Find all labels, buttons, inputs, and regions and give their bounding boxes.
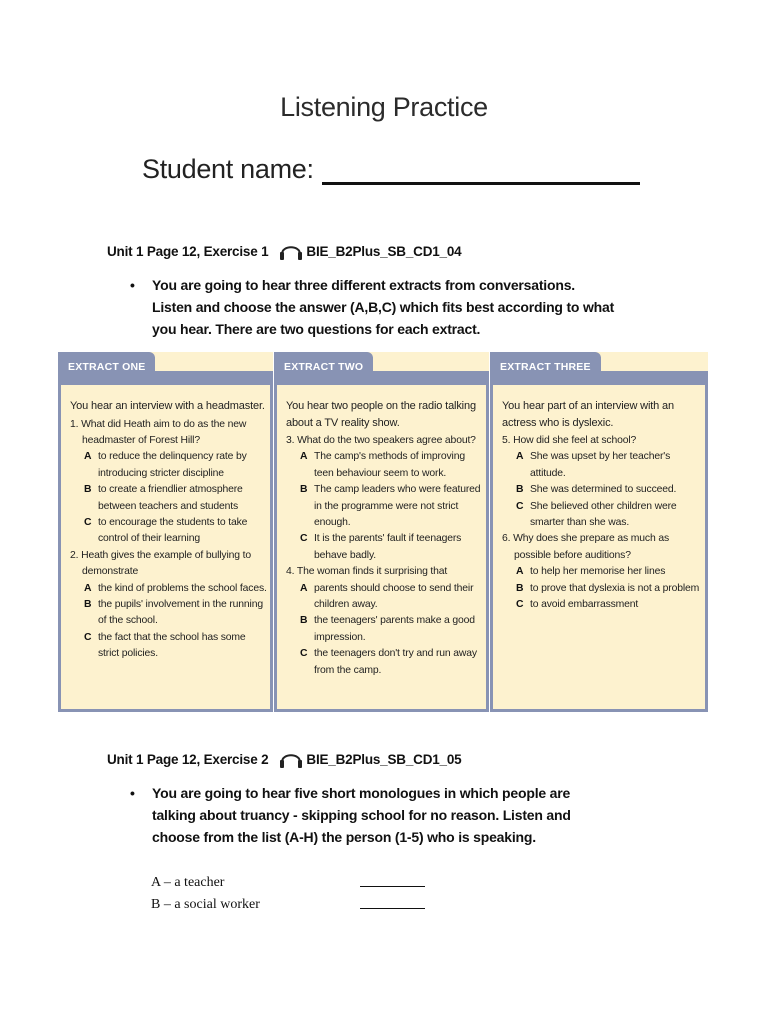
- answer-option: [70, 597, 267, 630]
- option-text: parents should choose to send their children away.: [314, 582, 474, 611]
- question-text: 4. The woman finds it surprising that: [286, 566, 448, 578]
- extract-tab: EXTRACT TWO: [274, 352, 373, 382]
- extract-intro: You hear part of an interview with an actress who is dyslexic.: [502, 400, 674, 429]
- answer-option: [286, 449, 483, 482]
- extract-content: [70, 398, 267, 663]
- people-list: [151, 872, 425, 916]
- answer-option: [502, 499, 702, 532]
- answer-option: [70, 515, 267, 548]
- exercise-2-label: Unit 1 Page 12, Exercise 2: [107, 751, 269, 767]
- answer-option: [502, 581, 702, 597]
- instruction-line: talking about truancy - skipping school for no reason. Listen and: [152, 807, 571, 823]
- option-letter: C: [516, 599, 524, 611]
- student-name-row: [142, 145, 640, 185]
- option-letter: B: [84, 484, 92, 496]
- exercise-1-label: Unit 1 Page 12, Exercise 1: [107, 243, 269, 259]
- answer-option: [70, 630, 267, 663]
- option-text: It is the parents' fault if teenagers behave badly.: [314, 533, 462, 561]
- extract-intro: You hear an interview with a headmaster.: [70, 400, 265, 412]
- option-text: the pupils' involvement in the running of the school.: [98, 598, 263, 627]
- exercise-2-heading: [107, 748, 462, 770]
- option-text: to prove that dyslexia is not a problem: [530, 582, 700, 594]
- option-letter: B: [516, 582, 524, 594]
- person-option: B – a social worker: [151, 897, 260, 912]
- option-letter: B: [300, 615, 308, 627]
- option-text: The camp leaders who were featured in the programme were not strict enough.: [314, 484, 481, 529]
- option-letter: B: [516, 484, 524, 496]
- question-text: 5. How did she feel at school?: [502, 435, 637, 446]
- option-text: to avoid embarrassment: [530, 599, 639, 611]
- option-letter: A: [516, 566, 524, 578]
- option-letter: C: [300, 533, 308, 545]
- headphones-icon: [278, 748, 304, 770]
- instruction-line: You are going to hear three different extracts from conversations.: [152, 277, 575, 293]
- option-text: She was determined to succeed.: [530, 484, 677, 496]
- instruction-line: Listen and choose the answer (A,B,C) which fits best according to what: [152, 299, 615, 315]
- exercise-1-audio: BIE_B2Plus_SB_CD1_04: [306, 243, 462, 259]
- option-letter: C: [84, 516, 92, 528]
- question-text: 1. What did Heath aim to do as the new headmaster of Forest Hill?: [70, 418, 247, 446]
- page-title: Listening Practice: [280, 92, 488, 122]
- extract-one: [58, 352, 273, 712]
- answer-blank[interactable]: [360, 872, 425, 887]
- question-text: 3. What do the two speakers agree about?: [286, 435, 476, 446]
- option-letter: A: [84, 451, 92, 463]
- answer-option: [70, 449, 267, 482]
- list-item: [151, 872, 425, 894]
- answer-option: [286, 581, 483, 614]
- option-text: to encourage the students to take control of their learning: [98, 516, 248, 545]
- person-option: A – a teacher: [151, 875, 225, 890]
- answer-option: [502, 449, 702, 482]
- answer-option: [502, 597, 702, 613]
- extract-tab: EXTRACT ONE: [58, 352, 155, 382]
- extract-three: [490, 352, 708, 712]
- answer-option: [286, 613, 483, 646]
- instruction-line: choose from the list (A-H) the person (1-5) who is speaking.: [152, 829, 536, 845]
- answer-option: [502, 564, 702, 580]
- student-name-label: Student name:: [142, 154, 314, 184]
- list-item: [151, 894, 425, 916]
- option-text: The camp's methods of improving teen behaviour seem to work.: [314, 451, 465, 479]
- exercise-2-audio: BIE_B2Plus_SB_CD1_05: [306, 751, 462, 767]
- option-text: to create a friendlier atmosphere between teachers and students: [98, 484, 243, 512]
- instruction-line: You are going to hear five short monologues in which people are: [152, 785, 571, 801]
- option-letter: B: [84, 598, 92, 610]
- answer-blank[interactable]: [360, 894, 425, 909]
- extract-content: [502, 398, 702, 613]
- option-text: the fact that the school has some strict policies.: [98, 631, 246, 660]
- option-letter: C: [300, 648, 308, 660]
- extract-tab: EXTRACT THREE: [490, 352, 601, 382]
- option-text: to reduce the delinquency rate by introducing stricter discipline: [98, 451, 247, 479]
- question-text: 6. Why does she prepare as much as possible before auditions?: [502, 533, 670, 561]
- extract-intro: You hear two people on the radio talking about a TV reality show.: [286, 400, 476, 429]
- option-text: the kind of problems the school faces.: [98, 582, 267, 594]
- option-letter: C: [84, 631, 92, 643]
- instruction-line: you hear. There are two questions for each extract.: [152, 321, 481, 337]
- option-text: She believed other children were smarter than she was.: [530, 500, 677, 529]
- option-text: the teenagers' parents make a good impression.: [314, 615, 475, 643]
- option-text: to help her memorise her lines: [530, 566, 666, 578]
- extracts-panel: [58, 352, 708, 712]
- option-text: the teenagers don't try and run away from the camp.: [314, 648, 477, 676]
- answer-option: [70, 482, 267, 515]
- answer-option: [286, 482, 483, 531]
- extract-two: [274, 352, 489, 712]
- option-letter: A: [516, 451, 524, 463]
- question-text: 2. Heath gives the example of bullying to demonstrate: [70, 549, 251, 578]
- answer-option: [70, 581, 267, 597]
- option-letter: A: [84, 582, 92, 594]
- exercise-1-heading: [107, 240, 462, 262]
- answer-option: [286, 646, 483, 679]
- option-letter: A: [300, 582, 308, 594]
- option-text: She was upset by her teacher's attitude.: [530, 451, 671, 479]
- bullet-icon: •: [130, 785, 135, 801]
- option-letter: B: [300, 484, 308, 496]
- exercise-1-instructions: [130, 274, 670, 340]
- answer-option: [286, 531, 483, 564]
- student-name-field[interactable]: [322, 152, 640, 185]
- option-letter: C: [516, 500, 524, 512]
- bullet-icon: •: [130, 277, 135, 293]
- headphones-icon: [278, 240, 304, 262]
- answer-option: [502, 482, 702, 498]
- exercise-2-instructions: [130, 782, 670, 848]
- extract-content: [286, 398, 483, 679]
- option-letter: A: [300, 451, 308, 463]
